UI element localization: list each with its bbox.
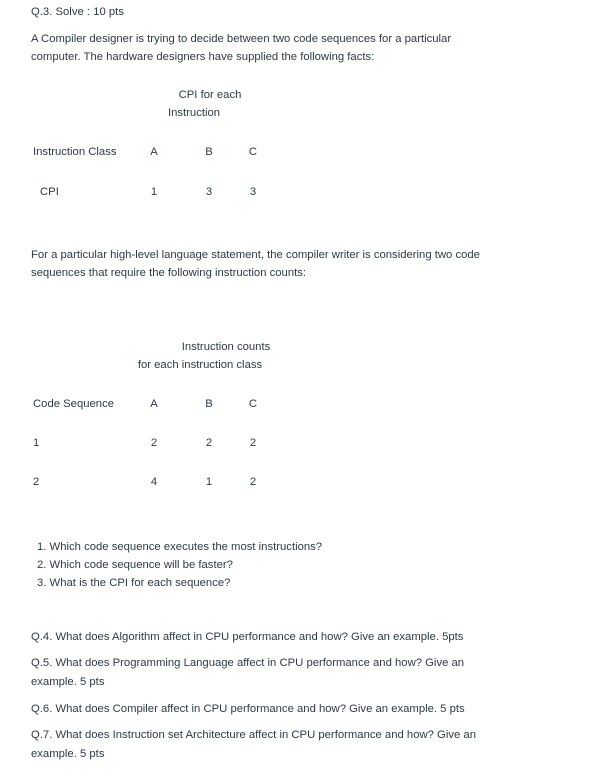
count-row-2-a: 4 bbox=[150, 476, 158, 488]
count-row-2-label: 2 bbox=[33, 476, 40, 488]
cpi-value-a: 1 bbox=[150, 186, 158, 198]
question-6: Q.6. What does Compiler affect in CPU performance and how? Give an example. 5 pts bbox=[31, 703, 465, 715]
question-7-line-2: example. 5 pts bbox=[31, 748, 105, 760]
count-row-1-a: 2 bbox=[150, 437, 158, 449]
count-table-caption-line-2: for each instruction class bbox=[137, 359, 263, 371]
cpi-table-class-c: C bbox=[248, 146, 258, 158]
cpi-value-c: 3 bbox=[249, 186, 257, 198]
intro-line-1: A Compiler designer is trying to decide between two code sequences for a particular bbox=[31, 33, 452, 45]
intro-line-2: computer. The hardware designers have supplied the following facts: bbox=[31, 51, 375, 63]
count-table-class-c: C bbox=[248, 398, 258, 410]
count-row-2-c: 2 bbox=[249, 476, 257, 488]
cpi-value-b: 3 bbox=[205, 186, 213, 198]
cpi-table-class-a: A bbox=[150, 146, 158, 158]
middle-line-2: sequences that require the following instruction counts: bbox=[31, 267, 307, 279]
sub-question-3: 3. What is the CPI for each sequence? bbox=[37, 577, 231, 589]
count-row-2-b: 1 bbox=[205, 476, 213, 488]
count-row-1-label: 1 bbox=[33, 437, 40, 449]
middle-line-1: For a particular high-level language statement, the compiler writer is considering two code bbox=[31, 249, 480, 261]
question-7-line-1: Q.7. What does Instruction set Architecture affect in CPU performance and how? Give an bbox=[31, 729, 476, 741]
cpi-table-class-b: B bbox=[205, 146, 213, 158]
count-row-1-c: 2 bbox=[249, 437, 257, 449]
cpi-table-header-label: Instruction Class bbox=[33, 146, 117, 158]
question-5-line-2: example. 5 pts bbox=[31, 676, 105, 688]
sub-question-2: 2. Which code sequence will be faster? bbox=[37, 559, 233, 571]
count-table-caption-line-1: Instruction counts bbox=[181, 341, 271, 353]
question-5-line-1: Q.5. What does Programming Language affect in CPU performance and how? Give an bbox=[31, 657, 465, 669]
question-4: Q.4. What does Algorithm affect in CPU performance and how? Give an example. 5pts bbox=[31, 631, 464, 643]
count-table-class-a: A bbox=[150, 398, 158, 410]
question-3-heading: Q.3. Solve : 10 pts bbox=[31, 6, 124, 18]
count-table-class-b: B bbox=[205, 398, 213, 410]
cpi-table-caption-line-2: Instruction bbox=[167, 107, 221, 119]
sub-question-1: 1. Which code sequence executes the most instructions? bbox=[37, 541, 323, 553]
count-table-header-label: Code Sequence bbox=[33, 398, 115, 410]
cpi-table-row-label: CPI bbox=[40, 186, 59, 198]
count-row-1-b: 2 bbox=[205, 437, 213, 449]
cpi-table-caption-line-1: CPI for each bbox=[178, 89, 242, 101]
